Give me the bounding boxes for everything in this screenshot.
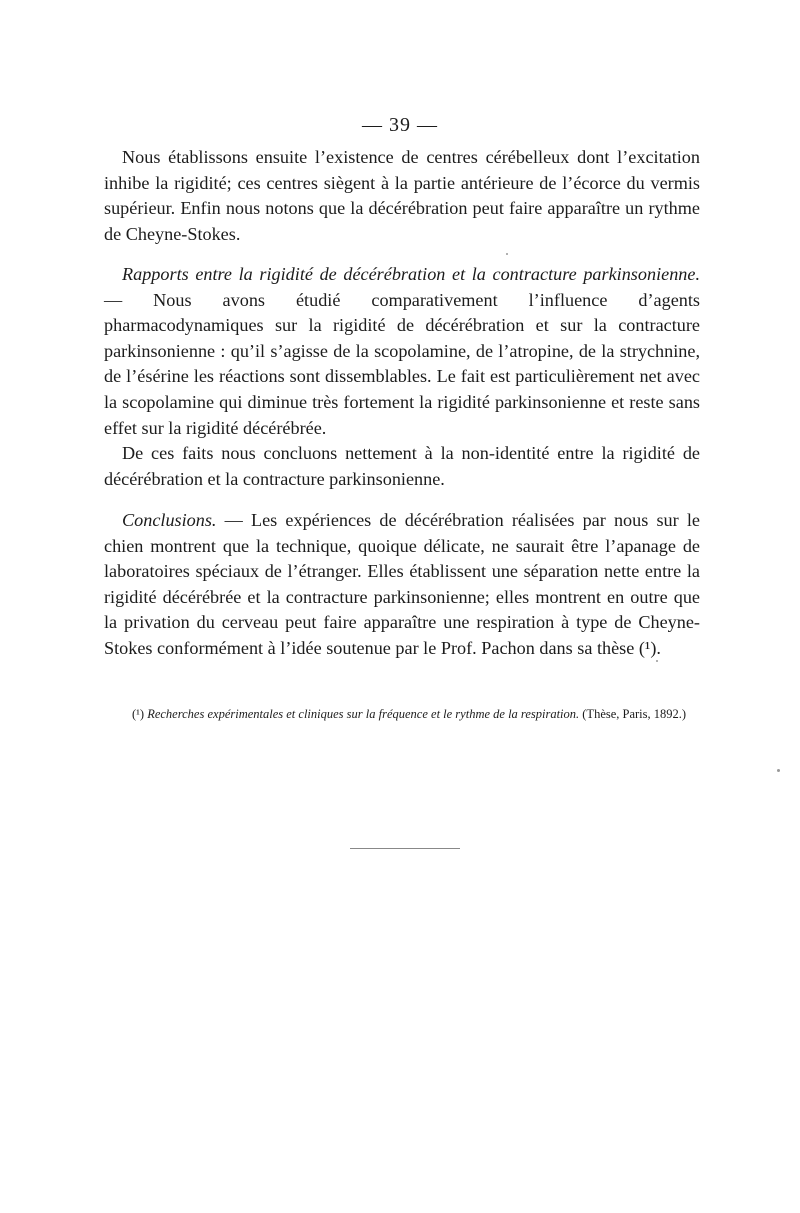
- footnote-title: Recherches expérimentales et cliniques sur la fréquence et le rythme de la respiration.: [147, 707, 580, 721]
- paper-speck: [777, 769, 780, 772]
- section-body: Nous avons étudié comparativement l’influence d’agents pharmacodynamiques sur la rigidité de décérébration et sur la contracture parkinsonienne : qu’il s’agisse de la scopolamine, de l’atropine, de la strychnine, de l’ésérine les réactions sont dissemblables. Le fait est particulièrement net avec la scopolamine qui diminue très fortement la rigidité parkinsonienne et reste sans effet sur la rigidité décérébrée.: [104, 289, 700, 438]
- section-paragraph: [104, 262, 700, 441]
- heading-dash: —: [104, 289, 154, 310]
- section-heading: Conclusions.: [122, 510, 217, 530]
- paper-speck: [506, 253, 508, 255]
- footnote-marker: (¹): [132, 707, 148, 721]
- paper-speck: [656, 660, 658, 662]
- paragraph-text: Nous établissons ensuite l’existence de centres cérébelleux dont l’excitation inhibe la rigidité; ces centres siègent à la partie antérieure de l’écorce du vermis supérieur. Enfin nous notons que la décérébration peut faire apparaître un rythme de Cheyne-Stokes.: [104, 147, 700, 244]
- section-conclusion-paragraph: De ces faits nous concluons nettement à la non-identité entre la rigidité de décérébration et la contracture parkinsonienne.: [104, 443, 700, 489]
- section-conclusions: [104, 508, 700, 662]
- paragraph-cerebellar-centres: [104, 145, 700, 247]
- section-body: Les expériences de décérébration réalisées par nous sur le chien montrent que la technique, quoique délicate, ne saurait être l’apanage de laboratoires spéciaux de l’étranger. Elles établissent une séparation nette entre la rigidité décérébrée et la contracture parkinsonienne; elles montrent en outre que la privation du cerveau peut faire apparaître une respiration à type de Cheyne-Stokes conformément à l’idée soutenue par le Prof. Pachon dans sa thèse (¹).: [104, 510, 700, 658]
- footnote: [104, 705, 704, 723]
- section-rigidity-vs-contracture: [104, 262, 700, 492]
- footnote-text: [104, 705, 704, 723]
- page-number: — 39 —: [362, 114, 438, 136]
- section-paragraph: [104, 508, 700, 662]
- heading-dash: —: [216, 510, 251, 530]
- end-divider: [350, 848, 460, 849]
- footnote-rest: (Thèse, Paris, 1892.): [579, 707, 687, 721]
- section-heading: Rapports entre la rigidité de décérébration et la contracture parkinsonienne.: [122, 264, 700, 284]
